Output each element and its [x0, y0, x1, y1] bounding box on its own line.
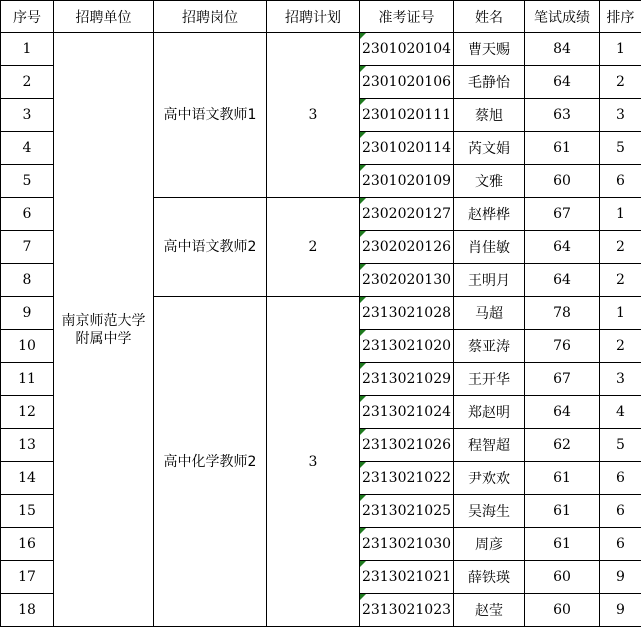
exam-id: 2302020127	[361, 206, 452, 222]
rank: 6	[600, 165, 641, 198]
error-indicator-icon	[360, 231, 366, 237]
rank: 1	[600, 33, 641, 66]
table-row	[1, 33, 641, 66]
header-exam-id: 准考证号	[360, 1, 454, 33]
written-score: 67	[525, 363, 600, 396]
exam-id-cell	[360, 330, 454, 363]
candidate-name: 薛铁瑛	[454, 561, 525, 594]
error-indicator-icon	[360, 429, 366, 435]
exam-id: 2301020106	[361, 74, 452, 90]
row-number: 5	[1, 165, 54, 198]
exam-id-cell	[360, 528, 454, 561]
written-score: 61	[525, 132, 600, 165]
error-indicator-icon	[360, 132, 366, 138]
written-score: 63	[525, 99, 600, 132]
rank: 6	[600, 495, 641, 528]
header-rank: 排序	[600, 1, 641, 33]
rank: 2	[600, 330, 641, 363]
header-plan: 招聘计划	[267, 1, 360, 33]
written-score: 64	[525, 66, 600, 99]
exam-id-cell	[360, 264, 454, 297]
exam-id: 2313021024	[361, 404, 452, 420]
header-unit: 招聘单位	[54, 1, 154, 33]
exam-id: 2313021028	[361, 305, 452, 321]
error-indicator-icon	[360, 264, 366, 270]
row-number: 16	[1, 528, 54, 561]
header-post: 招聘岗位	[154, 1, 267, 33]
written-score: 64	[525, 231, 600, 264]
candidate-name: 肖佳敏	[454, 231, 525, 264]
row-number: 17	[1, 561, 54, 594]
exam-id: 2302020130	[361, 272, 452, 288]
written-score: 61	[525, 462, 600, 495]
error-indicator-icon	[360, 165, 366, 171]
exam-id: 2313021030	[361, 536, 452, 552]
exam-id-cell	[360, 363, 454, 396]
exam-id-cell	[360, 561, 454, 594]
exam-id: 2301020104	[361, 41, 452, 57]
header-score: 笔试成绩	[525, 1, 600, 33]
exam-id-cell	[360, 594, 454, 627]
candidate-name: 赵桦桦	[454, 198, 525, 231]
candidate-name: 蔡旭	[454, 99, 525, 132]
rank: 5	[600, 132, 641, 165]
rank: 2	[600, 66, 641, 99]
row-number: 4	[1, 132, 54, 165]
rank: 5	[600, 429, 641, 462]
candidate-name: 吴海生	[454, 495, 525, 528]
candidate-name: 周彦	[454, 528, 525, 561]
exam-id-cell	[360, 66, 454, 99]
exam-id: 2313021020	[361, 338, 452, 354]
written-score: 64	[525, 396, 600, 429]
written-score: 62	[525, 429, 600, 462]
exam-id-cell	[360, 495, 454, 528]
candidate-name: 王开华	[454, 363, 525, 396]
exam-id-cell	[360, 297, 454, 330]
exam-id: 2313021025	[361, 503, 452, 519]
header-row	[1, 1, 641, 33]
candidate-name: 毛静怡	[454, 66, 525, 99]
candidate-name: 蔡亚涛	[454, 330, 525, 363]
error-indicator-icon	[360, 99, 366, 105]
error-indicator-icon	[360, 462, 366, 468]
hiring-plan: 3	[267, 33, 360, 198]
rank: 2	[600, 264, 641, 297]
rank: 1	[600, 198, 641, 231]
recruiting-unit: 南京师范大学附属中学	[54, 33, 154, 627]
written-score: 60	[525, 594, 600, 627]
rank: 4	[600, 396, 641, 429]
exam-id-cell	[360, 462, 454, 495]
error-indicator-icon	[360, 561, 366, 567]
rank: 3	[600, 99, 641, 132]
candidate-name: 尹欢欢	[454, 462, 525, 495]
error-indicator-icon	[360, 33, 366, 39]
written-score: 61	[525, 528, 600, 561]
candidate-name: 郑赵明	[454, 396, 525, 429]
exam-id: 2313021029	[361, 371, 452, 387]
candidate-name: 曹天赐	[454, 33, 525, 66]
exam-id: 2313021023	[361, 602, 452, 618]
candidate-name: 王明月	[454, 264, 525, 297]
candidate-name: 赵莹	[454, 594, 525, 627]
candidate-name: 文雅	[454, 165, 525, 198]
header-no: 序号	[1, 1, 54, 33]
row-number: 13	[1, 429, 54, 462]
exam-id: 2301020114	[361, 140, 452, 156]
position-name: 高中化学教师2	[154, 297, 267, 627]
rank: 3	[600, 363, 641, 396]
error-indicator-icon	[360, 198, 366, 204]
rank: 6	[600, 462, 641, 495]
table-body	[1, 33, 641, 627]
row-number: 8	[1, 264, 54, 297]
error-indicator-icon	[360, 297, 366, 303]
rank: 1	[600, 297, 641, 330]
rank: 9	[600, 594, 641, 627]
rank: 6	[600, 528, 641, 561]
written-score: 60	[525, 165, 600, 198]
row-number: 3	[1, 99, 54, 132]
written-score: 76	[525, 330, 600, 363]
written-score: 61	[525, 495, 600, 528]
candidate-name: 马超	[454, 297, 525, 330]
exam-id: 2313021021	[361, 569, 452, 585]
exam-id: 2313021026	[361, 437, 452, 453]
error-indicator-icon	[360, 66, 366, 72]
row-number: 12	[1, 396, 54, 429]
exam-id-cell	[360, 132, 454, 165]
row-number: 15	[1, 495, 54, 528]
row-number: 2	[1, 66, 54, 99]
position-name: 高中语文教师1	[154, 33, 267, 198]
exam-id-cell	[360, 99, 454, 132]
row-number: 14	[1, 462, 54, 495]
candidate-name: 程智超	[454, 429, 525, 462]
row-number: 10	[1, 330, 54, 363]
candidate-name: 芮文娟	[454, 132, 525, 165]
exam-id: 2301020111	[361, 107, 452, 123]
row-number: 6	[1, 198, 54, 231]
exam-id: 2302020126	[361, 239, 452, 255]
rank: 9	[600, 561, 641, 594]
written-score: 78	[525, 297, 600, 330]
position-name: 高中语文教师2	[154, 198, 267, 297]
written-score: 84	[525, 33, 600, 66]
error-indicator-icon	[360, 594, 366, 600]
written-score: 60	[525, 561, 600, 594]
hiring-plan: 3	[267, 297, 360, 627]
header-name: 姓名	[454, 1, 525, 33]
error-indicator-icon	[360, 528, 366, 534]
written-score: 67	[525, 198, 600, 231]
exam-id-cell	[360, 231, 454, 264]
row-number: 11	[1, 363, 54, 396]
rank: 2	[600, 231, 641, 264]
row-number: 18	[1, 594, 54, 627]
hiring-plan: 2	[267, 198, 360, 297]
error-indicator-icon	[360, 330, 366, 336]
error-indicator-icon	[360, 396, 366, 402]
exam-id: 2301020109	[361, 173, 452, 189]
exam-id: 2313021022	[361, 470, 452, 486]
written-score: 64	[525, 264, 600, 297]
exam-id-cell	[360, 429, 454, 462]
exam-id-cell	[360, 33, 454, 66]
exam-id-cell	[360, 198, 454, 231]
exam-id-cell	[360, 165, 454, 198]
error-indicator-icon	[360, 363, 366, 369]
error-indicator-icon	[360, 495, 366, 501]
exam-id-cell	[360, 396, 454, 429]
row-number: 9	[1, 297, 54, 330]
row-number: 1	[1, 33, 54, 66]
row-number: 7	[1, 231, 54, 264]
